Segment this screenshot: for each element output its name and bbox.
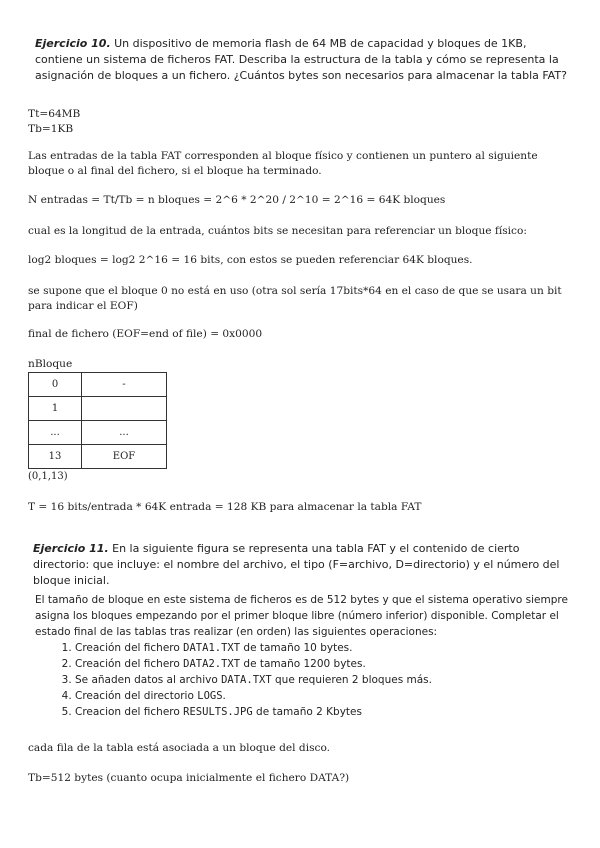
exercise-10 xyxy=(35,36,575,84)
log-calculation: log2 bloques = log2 2^16 = 16 bits, con estos se pueden referenciar 64K bloques. xyxy=(28,254,473,266)
fat-total-size: T = 16 bits/entrada * 64K entrada = 128 KB para almacenar la tabla FAT xyxy=(28,501,422,513)
fat-entries-description: Las entradas de la tabla FAT corresponden al bloque físico y contienen un puntero al siguiente bloque o al final del fichero, si el bloque ha terminado. xyxy=(28,150,538,177)
eof-definition: final de fichero (EOF=end of file) = 0x0000 xyxy=(28,328,263,340)
total-size: Tt=64MB xyxy=(28,108,81,120)
entries-count: N entradas = Tt/Tb = n bloques = 2^6 * 2^20 / 2^10 = 2^16 = 64K bloques xyxy=(28,194,446,206)
operations-list xyxy=(35,640,575,720)
exercise-11-title: Ejercicio 11. xyxy=(33,542,109,555)
table-cell: ... xyxy=(29,421,82,445)
filename: RESULTS.JPG xyxy=(183,706,253,718)
exercise-10-statement: Un dispositivo de memoria flash de 64 MB de capacidad y bloques de 1KB, contiene un sistema de ficheros FAT. Describa la estructura de la tabla y cómo se representa la asignación de bloques a un fichero. ¿Cuántos bytes son necesarios para almacenar la tabla FAT? xyxy=(35,37,567,82)
filename: DATA2.TXT xyxy=(183,658,241,670)
table-label: nBloque xyxy=(28,358,73,370)
table-cell: EOF xyxy=(82,445,167,469)
exercise-11-statement: En la siguiente figura se representa una tabla FAT y el contenido de cierto directorio: que incluye: el nombre del archivo, el tipo (F=archivo, D=directorio) y el número del bloque inicial. xyxy=(33,542,560,587)
table-row xyxy=(29,373,167,397)
block-size: Tb=1KB xyxy=(28,123,74,135)
block-chain: (0,1,13) xyxy=(28,471,68,482)
table-cell xyxy=(82,397,167,421)
fat-table xyxy=(28,372,167,469)
exercise-11 xyxy=(33,541,578,589)
table-cell: - xyxy=(82,373,167,397)
block-size-note: Tb=512 bytes (cuanto ocupa inicialmente el fichero DATA?) xyxy=(28,772,350,784)
filename: DATA1.TXT xyxy=(183,642,241,654)
table-row xyxy=(29,397,167,421)
table-cell: 13 xyxy=(29,445,82,469)
table-cell: 0 xyxy=(29,373,82,397)
list-item: 4. Creación del directorio LOGS. xyxy=(75,688,575,704)
filename: LOGS xyxy=(197,690,223,702)
list-item: 1. Creación del fichero DATA1.TXT de tamaño 10 bytes. xyxy=(75,640,575,656)
list-item: 2. Creación del fichero DATA2.TXT de tamaño 1200 bytes. xyxy=(75,656,575,672)
entry-length-question: cual es la longitud de la entrada, cuántos bits se necesitan para referenciar un bloque físico: xyxy=(28,225,527,237)
filename: DATA.TXT xyxy=(221,674,272,686)
table-row xyxy=(29,445,167,469)
row-note: cada fila de la tabla está asociada a un bloque del disco. xyxy=(28,742,331,754)
list-item: 3. Se añaden datos al archivo DATA.TXT que requieren 2 bloques más. xyxy=(75,672,575,688)
block-sizes xyxy=(28,107,568,137)
block-zero-assumption: se supone que el bloque 0 no está en uso (otra sol sería 17bits*64 en el caso de que se usara un bit para indicar el EOF) xyxy=(28,285,562,312)
table-row xyxy=(29,421,167,445)
table-cell: 1 xyxy=(29,397,82,421)
exercise-11-details xyxy=(35,592,575,720)
exercise-11-intro: El tamaño de bloque en este sistema de ficheros es de 512 bytes y que el sistema operativo siempre asigna los bloques empezando por el primer bloque libre (número inferior) disponible. Completar el estado final de las tablas tras realizar (en orden) las siguientes operaciones: xyxy=(35,594,568,638)
exercise-10-title: Ejercicio 10. xyxy=(35,37,111,50)
list-item: 5. Creacion del fichero RESULTS.JPG de tamaño 2 Kbytes xyxy=(75,704,575,720)
table-cell: ... xyxy=(82,421,167,445)
